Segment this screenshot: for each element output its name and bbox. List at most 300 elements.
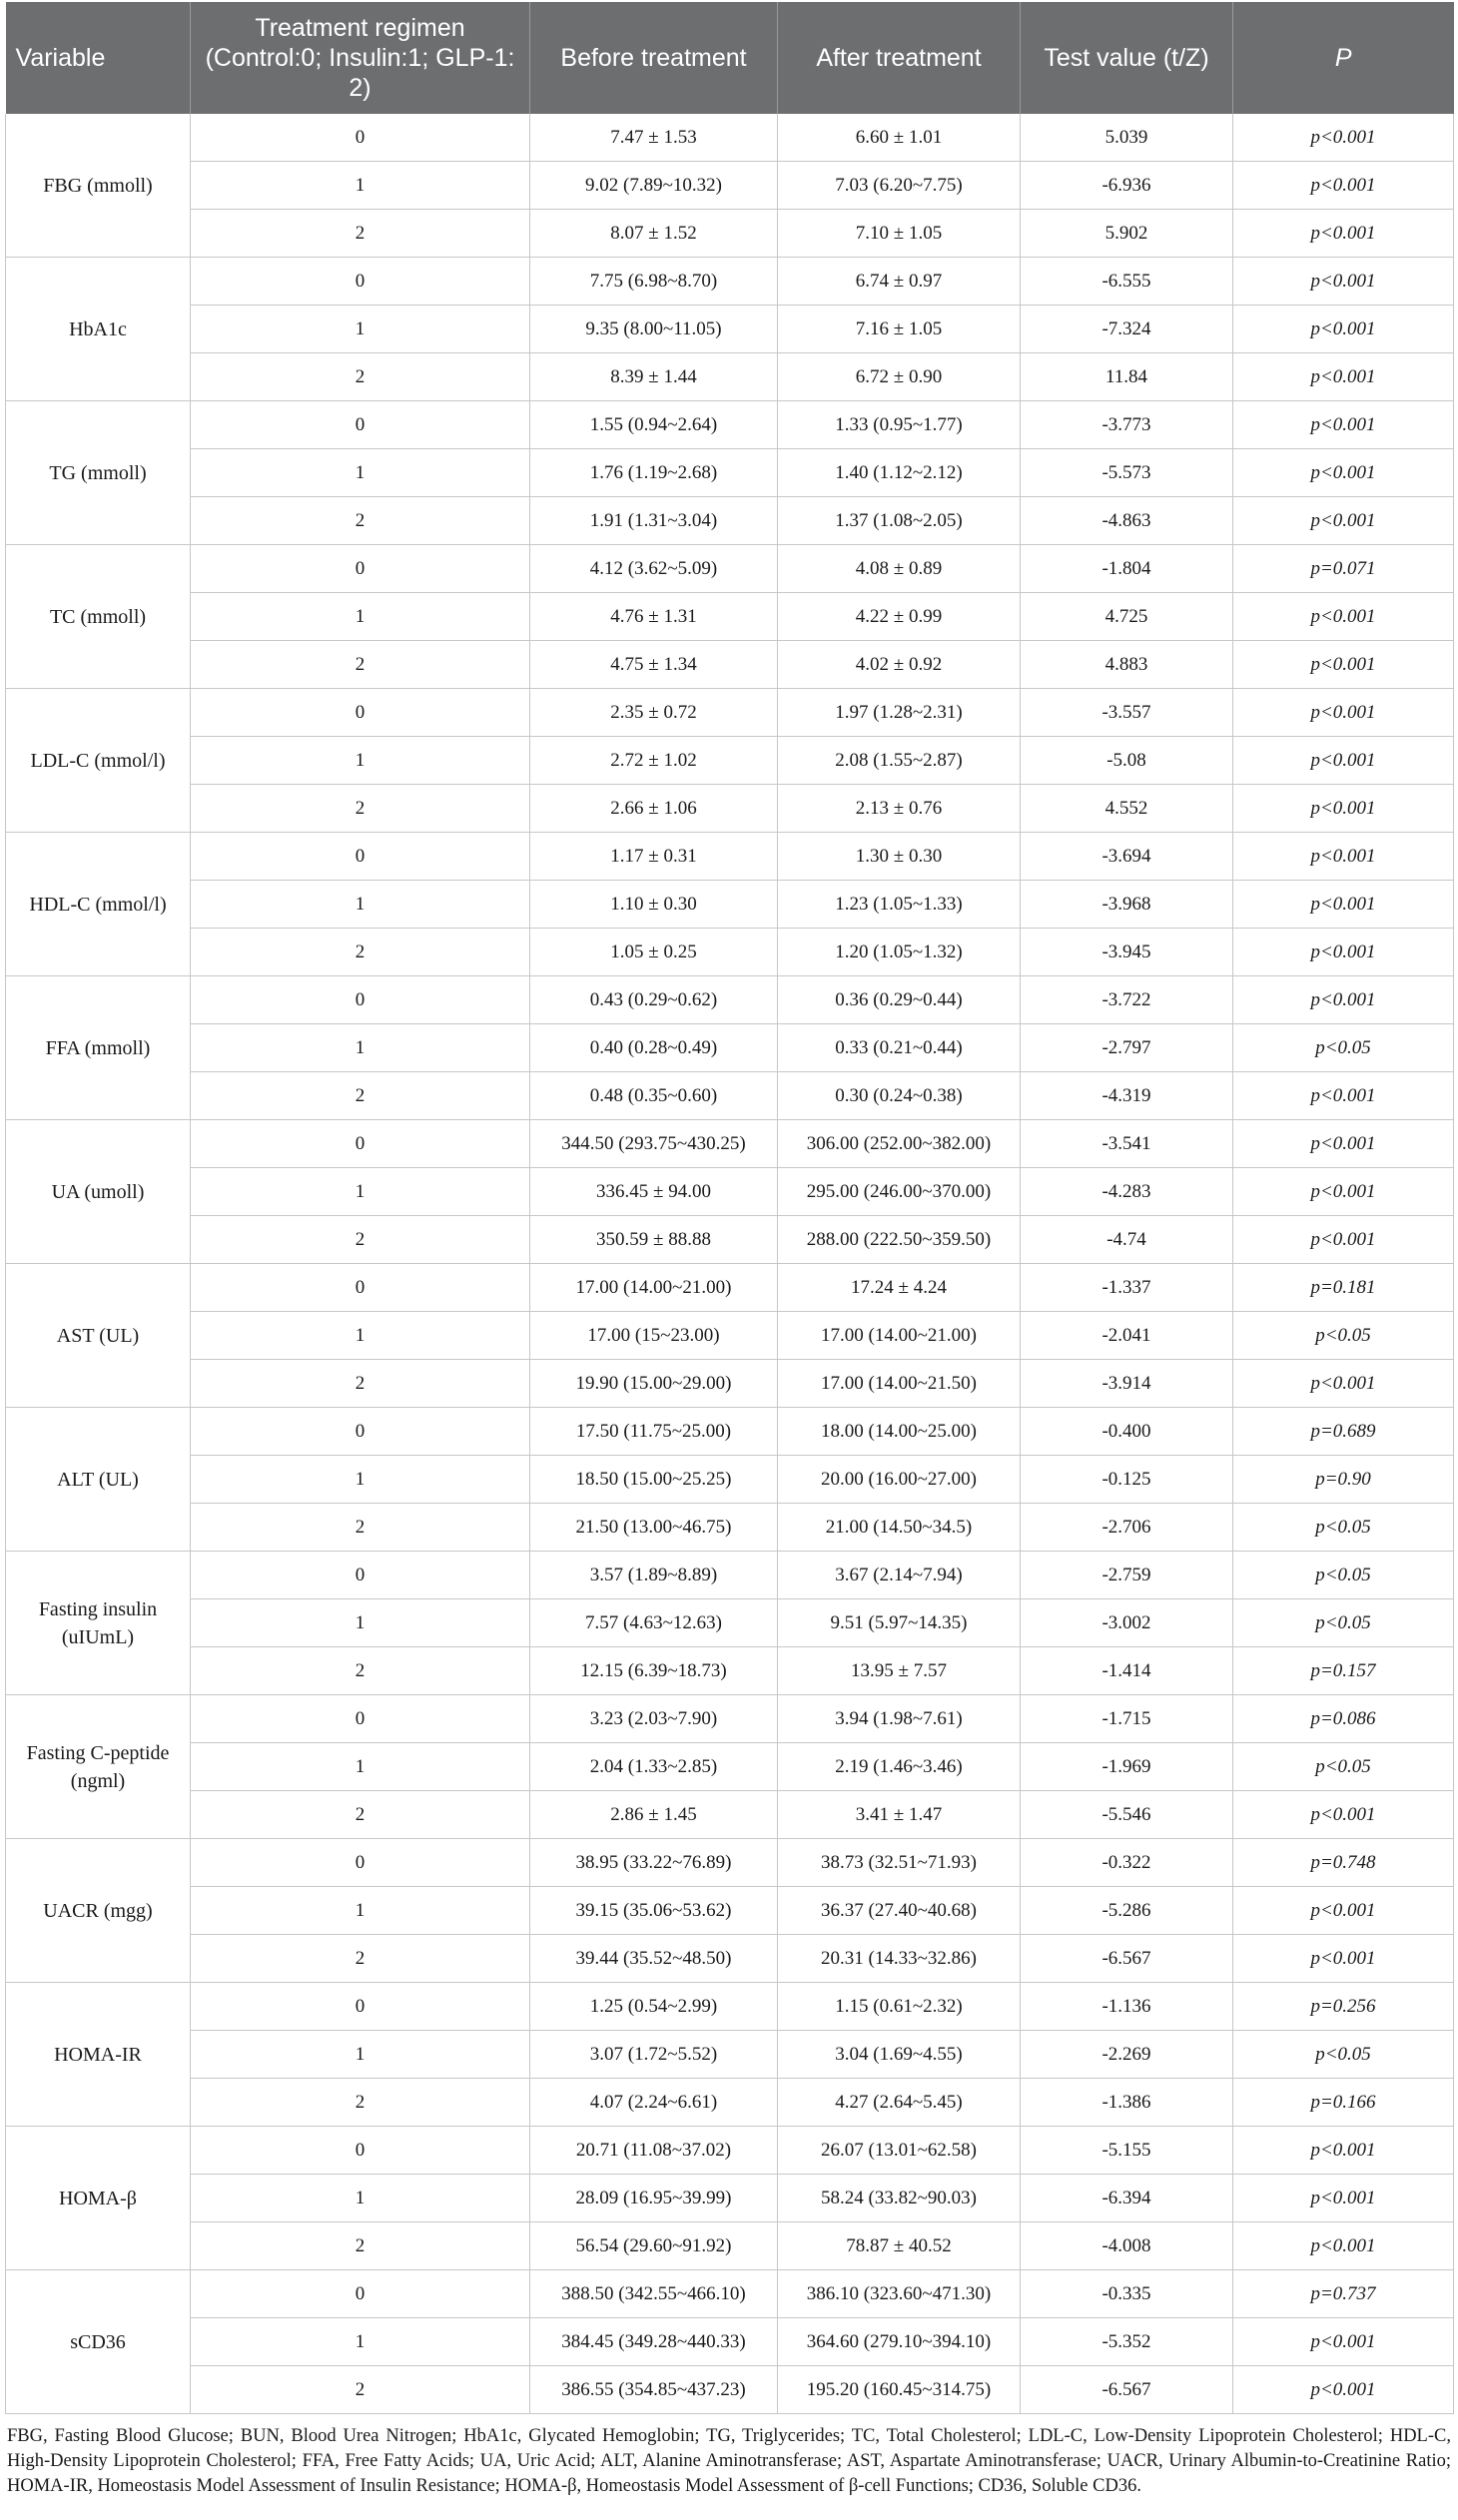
header-regimen: Treatment regimen (Control:0; Insulin:1; GLP-1: 2)	[191, 2, 530, 114]
after-cell: 386.10 (323.60~471.30)	[778, 2270, 1021, 2318]
table-row	[6, 1408, 1454, 1456]
after-cell: 1.23 (1.05~1.33)	[778, 881, 1021, 929]
after-cell: 18.00 (14.00~25.00)	[778, 1408, 1021, 1456]
regimen-cell: 0	[191, 1695, 530, 1743]
variable-cell: Fasting insulin (uIUmL)	[6, 1552, 191, 1695]
after-cell: 2.13 ± 0.76	[778, 785, 1021, 833]
regimen-cell: 0	[191, 1839, 530, 1887]
before-cell: 3.57 (1.89~8.89)	[530, 1552, 778, 1599]
p-value-cell: p<0.001	[1233, 497, 1454, 545]
test-value-cell: -3.002	[1021, 1599, 1233, 1647]
before-cell: 344.50 (293.75~430.25)	[530, 1120, 778, 1168]
test-value-cell: 5.902	[1021, 210, 1233, 258]
table-row	[6, 689, 1454, 737]
table-row	[6, 401, 1454, 449]
regimen-cell: 2	[191, 641, 530, 689]
regimen-cell: 1	[191, 1887, 530, 1935]
before-cell: 3.07 (1.72~5.52)	[530, 2031, 778, 2079]
table-row	[6, 1312, 1454, 1360]
table-row	[6, 1887, 1454, 1935]
after-cell: 1.30 ± 0.30	[778, 833, 1021, 881]
regimen-cell: 1	[191, 737, 530, 785]
after-cell: 17.00 (14.00~21.00)	[778, 1312, 1021, 1360]
test-value-cell: -2.706	[1021, 1504, 1233, 1552]
after-cell: 0.33 (0.21~0.44)	[778, 1024, 1021, 1072]
p-value-cell: p<0.001	[1233, 353, 1454, 401]
regimen-cell: 2	[191, 1935, 530, 1983]
table-row	[6, 1360, 1454, 1408]
after-cell: 3.41 ± 1.47	[778, 1791, 1021, 1839]
before-cell: 7.57 (4.63~12.63)	[530, 1599, 778, 1647]
before-cell: 4.76 ± 1.31	[530, 593, 778, 641]
before-cell: 9.35 (8.00~11.05)	[530, 306, 778, 353]
after-cell: 9.51 (5.97~14.35)	[778, 1599, 1021, 1647]
test-value-cell: -1.969	[1021, 1743, 1233, 1791]
test-value-cell: -4.863	[1021, 497, 1233, 545]
test-value-cell: -1.715	[1021, 1695, 1233, 1743]
after-cell: 3.67 (2.14~7.94)	[778, 1552, 1021, 1599]
p-value-cell: p<0.05	[1233, 1312, 1454, 1360]
table-row	[6, 881, 1454, 929]
after-cell: 1.40 (1.12~2.12)	[778, 449, 1021, 497]
p-value-cell: p<0.001	[1233, 2175, 1454, 2222]
table-row	[6, 1647, 1454, 1695]
p-value-cell: p<0.001	[1233, 2222, 1454, 2270]
before-cell: 28.09 (16.95~39.99)	[530, 2175, 778, 2222]
before-cell: 384.45 (349.28~440.33)	[530, 2318, 778, 2366]
p-value-cell: p<0.05	[1233, 1024, 1454, 1072]
test-value-cell: -1.337	[1021, 1264, 1233, 1312]
regimen-cell: 1	[191, 1168, 530, 1216]
p-value-cell: p<0.001	[1233, 737, 1454, 785]
before-cell: 388.50 (342.55~466.10)	[530, 2270, 778, 2318]
table-row	[6, 497, 1454, 545]
regimen-cell: 2	[191, 2079, 530, 2127]
test-value-cell: -1.386	[1021, 2079, 1233, 2127]
regimen-cell: 2	[191, 785, 530, 833]
before-cell: 4.75 ± 1.34	[530, 641, 778, 689]
regimen-cell: 0	[191, 2270, 530, 2318]
regimen-cell: 2	[191, 1216, 530, 1264]
before-cell: 0.48 (0.35~0.60)	[530, 1072, 778, 1120]
after-cell: 2.08 (1.55~2.87)	[778, 737, 1021, 785]
table-row	[6, 210, 1454, 258]
variable-cell: TG (mmoll)	[6, 401, 191, 545]
before-cell: 8.39 ± 1.44	[530, 353, 778, 401]
p-value-cell: p<0.001	[1233, 833, 1454, 881]
table-row	[6, 641, 1454, 689]
table-row	[6, 1024, 1454, 1072]
before-cell: 20.71 (11.08~37.02)	[530, 2127, 778, 2175]
test-value-cell: 11.84	[1021, 353, 1233, 401]
table-row	[6, 929, 1454, 976]
p-value-cell: p<0.001	[1233, 2127, 1454, 2175]
after-cell: 36.37 (27.40~40.68)	[778, 1887, 1021, 1935]
before-cell: 12.15 (6.39~18.73)	[530, 1647, 778, 1695]
results-table	[5, 2, 1454, 2414]
p-value-cell: p<0.001	[1233, 210, 1454, 258]
table-row	[6, 2031, 1454, 2079]
test-value-cell: -2.269	[1021, 2031, 1233, 2079]
test-value-cell: -3.541	[1021, 1120, 1233, 1168]
variable-cell: HDL-C (mmol/l)	[6, 833, 191, 976]
variable-cell: sCD36	[6, 2270, 191, 2414]
regimen-cell: 1	[191, 162, 530, 210]
table-row	[6, 1983, 1454, 2031]
before-cell: 9.02 (7.89~10.32)	[530, 162, 778, 210]
after-cell: 3.04 (1.69~4.55)	[778, 2031, 1021, 2079]
table-row	[6, 2175, 1454, 2222]
table-row	[6, 1839, 1454, 1887]
before-cell: 17.50 (11.75~25.00)	[530, 1408, 778, 1456]
after-cell: 7.03 (6.20~7.75)	[778, 162, 1021, 210]
test-value-cell: -0.125	[1021, 1456, 1233, 1504]
test-value-cell: -3.914	[1021, 1360, 1233, 1408]
before-cell: 39.15 (35.06~53.62)	[530, 1887, 778, 1935]
after-cell: 4.02 ± 0.92	[778, 641, 1021, 689]
regimen-cell: 2	[191, 2366, 530, 2414]
before-cell: 0.43 (0.29~0.62)	[530, 976, 778, 1024]
after-cell: 6.74 ± 0.97	[778, 258, 1021, 306]
table-row	[6, 162, 1454, 210]
p-value-cell: p<0.001	[1233, 401, 1454, 449]
table-row	[6, 114, 1454, 162]
p-value-cell: p<0.001	[1233, 1360, 1454, 1408]
regimen-cell: 2	[191, 929, 530, 976]
before-cell: 1.55 (0.94~2.64)	[530, 401, 778, 449]
before-cell: 17.00 (15~23.00)	[530, 1312, 778, 1360]
after-cell: 13.95 ± 7.57	[778, 1647, 1021, 1695]
header-row	[6, 2, 1454, 114]
table-footnote: FBG, Fasting Blood Glucose; BUN, Blood Urea Nitrogen; HbA1c, Glycated Hemoglobin; TG, Triglycerides; TC, Total Cholesterol; LDL-C, Low-Density Lipoprotein Cholesterol; HDL-C, High-Density Lipoprotein Cholesterol; FFA, Free Fatty Acids; UA, Uric Acid; ALT, Alanine Aminotransferase; AST, Aspartate Aminotransferase; UACR, Urinary Albumin-to-Creatinine Ratio; HOMA-IR, Homeostasis Model Assessment of Insulin Resistance; HOMA-β, Homeostasis Model Assessment of β-cell Functions; CD36, Soluble CD36.	[7, 2426, 1451, 2496]
p-value-cell: p<0.05	[1233, 1504, 1454, 1552]
after-cell: 7.16 ± 1.05	[778, 306, 1021, 353]
test-value-cell: -1.414	[1021, 1647, 1233, 1695]
test-value-cell: -5.155	[1021, 2127, 1233, 2175]
p-value-cell: p<0.05	[1233, 1743, 1454, 1791]
table-body	[6, 114, 1454, 2414]
after-cell: 0.30 (0.24~0.38)	[778, 1072, 1021, 1120]
p-value-cell: p<0.001	[1233, 1120, 1454, 1168]
after-cell: 17.00 (14.00~21.50)	[778, 1360, 1021, 1408]
table-row	[6, 1504, 1454, 1552]
table-row	[6, 1072, 1454, 1120]
p-value-cell: p<0.001	[1233, 689, 1454, 737]
after-cell: 1.15 (0.61~2.32)	[778, 1983, 1021, 2031]
p-value-cell: p=0.737	[1233, 2270, 1454, 2318]
table-row	[6, 306, 1454, 353]
variable-cell: FFA (mmoll)	[6, 976, 191, 1120]
table-row	[6, 353, 1454, 401]
before-cell: 7.47 ± 1.53	[530, 114, 778, 162]
test-value-cell: -3.557	[1021, 689, 1233, 737]
regimen-cell: 1	[191, 1024, 530, 1072]
after-cell: 1.37 (1.08~2.05)	[778, 497, 1021, 545]
table-row	[6, 1695, 1454, 1743]
table-row	[6, 1216, 1454, 1264]
regimen-cell: 2	[191, 1504, 530, 1552]
p-value-cell: p<0.001	[1233, 976, 1454, 1024]
after-cell: 20.31 (14.33~32.86)	[778, 1935, 1021, 1983]
after-cell: 4.08 ± 0.89	[778, 545, 1021, 593]
test-value-cell: -4.74	[1021, 1216, 1233, 1264]
after-cell: 21.00 (14.50~34.5)	[778, 1504, 1021, 1552]
regimen-cell: 2	[191, 1360, 530, 1408]
after-cell: 6.60 ± 1.01	[778, 114, 1021, 162]
after-cell: 306.00 (252.00~382.00)	[778, 1120, 1021, 1168]
p-value-cell: p<0.05	[1233, 2031, 1454, 2079]
table-row	[6, 976, 1454, 1024]
table-container	[5, 2, 1453, 2499]
variable-cell: UA (umoll)	[6, 1120, 191, 1264]
before-cell: 56.54 (29.60~91.92)	[530, 2222, 778, 2270]
test-value-cell: -0.335	[1021, 2270, 1233, 2318]
regimen-cell: 1	[191, 306, 530, 353]
table-row	[6, 1743, 1454, 1791]
before-cell: 18.50 (15.00~25.25)	[530, 1456, 778, 1504]
test-value-cell: -2.797	[1021, 1024, 1233, 1072]
table-row	[6, 545, 1454, 593]
regimen-cell: 0	[191, 545, 530, 593]
header-variable: Variable	[6, 2, 191, 114]
regimen-cell: 1	[191, 2318, 530, 2366]
before-cell: 2.72 ± 1.02	[530, 737, 778, 785]
before-cell: 7.75 (6.98~8.70)	[530, 258, 778, 306]
before-cell: 1.25 (0.54~2.99)	[530, 1983, 778, 2031]
after-cell: 78.87 ± 40.52	[778, 2222, 1021, 2270]
p-value-cell: p<0.001	[1233, 1791, 1454, 1839]
regimen-cell: 1	[191, 1743, 530, 1791]
p-value-cell: p<0.001	[1233, 929, 1454, 976]
test-value-cell: -2.041	[1021, 1312, 1233, 1360]
test-value-cell: -1.804	[1021, 545, 1233, 593]
regimen-cell: 1	[191, 1599, 530, 1647]
before-cell: 2.04 (1.33~2.85)	[530, 1743, 778, 1791]
test-value-cell: -3.773	[1021, 401, 1233, 449]
p-value-cell: p<0.001	[1233, 2318, 1454, 2366]
test-value-cell: -4.319	[1021, 1072, 1233, 1120]
after-cell: 364.60 (279.10~394.10)	[778, 2318, 1021, 2366]
table-row	[6, 2318, 1454, 2366]
p-value-cell: p<0.001	[1233, 1935, 1454, 1983]
variable-cell: Fasting C-peptide (ngml)	[6, 1695, 191, 1839]
before-cell: 2.86 ± 1.45	[530, 1791, 778, 1839]
regimen-cell: 0	[191, 1983, 530, 2031]
regimen-cell: 2	[191, 1791, 530, 1839]
after-cell: 20.00 (16.00~27.00)	[778, 1456, 1021, 1504]
before-cell: 39.44 (35.52~48.50)	[530, 1935, 778, 1983]
p-value-cell: p<0.001	[1233, 1887, 1454, 1935]
test-value-cell: -0.400	[1021, 1408, 1233, 1456]
table-row	[6, 593, 1454, 641]
after-cell: 4.22 ± 0.99	[778, 593, 1021, 641]
p-value-cell: p<0.001	[1233, 2366, 1454, 2414]
table-row	[6, 1791, 1454, 1839]
test-value-cell: 4.725	[1021, 593, 1233, 641]
regimen-cell: 2	[191, 1072, 530, 1120]
p-value-cell: p<0.001	[1233, 449, 1454, 497]
variable-cell: LDL-C (mmol/l)	[6, 689, 191, 833]
regimen-cell: 0	[191, 258, 530, 306]
regimen-cell: 2	[191, 353, 530, 401]
table-row	[6, 737, 1454, 785]
variable-cell: UACR (mgg)	[6, 1839, 191, 1983]
test-value-cell: -6.567	[1021, 2366, 1233, 2414]
test-value-cell: -3.694	[1021, 833, 1233, 881]
variable-cell: HOMA-β	[6, 2127, 191, 2270]
p-value-cell: p<0.001	[1233, 162, 1454, 210]
table-row	[6, 1264, 1454, 1312]
test-value-cell: -3.968	[1021, 881, 1233, 929]
before-cell: 21.50 (13.00~46.75)	[530, 1504, 778, 1552]
test-value-cell: -3.945	[1021, 929, 1233, 976]
before-cell: 4.12 (3.62~5.09)	[530, 545, 778, 593]
variable-cell: HOMA-IR	[6, 1983, 191, 2127]
regimen-cell: 1	[191, 593, 530, 641]
p-value-cell: p<0.001	[1233, 114, 1454, 162]
before-cell: 386.55 (354.85~437.23)	[530, 2366, 778, 2414]
after-cell: 38.73 (32.51~71.93)	[778, 1839, 1021, 1887]
table-row	[6, 449, 1454, 497]
regimen-cell: 1	[191, 2031, 530, 2079]
test-value-cell: -4.008	[1021, 2222, 1233, 2270]
table-row	[6, 1552, 1454, 1599]
test-value-cell: -5.286	[1021, 1887, 1233, 1935]
before-cell: 2.35 ± 0.72	[530, 689, 778, 737]
test-value-cell: -1.136	[1021, 1983, 1233, 2031]
before-cell: 4.07 (2.24~6.61)	[530, 2079, 778, 2127]
p-value-cell: p<0.001	[1233, 641, 1454, 689]
before-cell: 19.90 (15.00~29.00)	[530, 1360, 778, 1408]
header-test: Test value (t/Z)	[1021, 2, 1233, 114]
p-value-cell: p<0.001	[1233, 258, 1454, 306]
table-row	[6, 1935, 1454, 1983]
test-value-cell: -3.722	[1021, 976, 1233, 1024]
p-value-cell: p<0.05	[1233, 1552, 1454, 1599]
p-value-cell: p=0.086	[1233, 1695, 1454, 1743]
after-cell: 1.20 (1.05~1.32)	[778, 929, 1021, 976]
test-value-cell: -6.394	[1021, 2175, 1233, 2222]
regimen-cell: 2	[191, 210, 530, 258]
variable-cell: TC (mmoll)	[6, 545, 191, 689]
p-value-cell: p<0.001	[1233, 1168, 1454, 1216]
before-cell: 350.59 ± 88.88	[530, 1216, 778, 1264]
before-cell: 1.10 ± 0.30	[530, 881, 778, 929]
after-cell: 1.33 (0.95~1.77)	[778, 401, 1021, 449]
before-cell: 1.05 ± 0.25	[530, 929, 778, 976]
regimen-cell: 0	[191, 114, 530, 162]
test-value-cell: 4.883	[1021, 641, 1233, 689]
before-cell: 0.40 (0.28~0.49)	[530, 1024, 778, 1072]
p-value-cell: p<0.001	[1233, 881, 1454, 929]
table-row	[6, 1168, 1454, 1216]
regimen-cell: 2	[191, 1647, 530, 1695]
regimen-cell: 1	[191, 449, 530, 497]
p-value-cell: p<0.001	[1233, 1072, 1454, 1120]
after-cell: 195.20 (160.45~314.75)	[778, 2366, 1021, 2414]
after-cell: 4.27 (2.64~5.45)	[778, 2079, 1021, 2127]
after-cell: 288.00 (222.50~359.50)	[778, 1216, 1021, 1264]
regimen-cell: 0	[191, 976, 530, 1024]
regimen-cell: 2	[191, 497, 530, 545]
before-cell: 336.45 ± 94.00	[530, 1168, 778, 1216]
p-value-cell: p=0.256	[1233, 1983, 1454, 2031]
before-cell: 3.23 (2.03~7.90)	[530, 1695, 778, 1743]
regimen-cell: 0	[191, 1264, 530, 1312]
before-cell: 2.66 ± 1.06	[530, 785, 778, 833]
table-row	[6, 1120, 1454, 1168]
test-value-cell: -5.08	[1021, 737, 1233, 785]
regimen-cell: 0	[191, 689, 530, 737]
after-cell: 26.07 (13.01~62.58)	[778, 2127, 1021, 2175]
variable-cell: FBG (mmoll)	[6, 114, 191, 258]
p-value-cell: p=0.90	[1233, 1456, 1454, 1504]
regimen-cell: 1	[191, 881, 530, 929]
test-value-cell: 5.039	[1021, 114, 1233, 162]
test-value-cell: -6.555	[1021, 258, 1233, 306]
after-cell: 0.36 (0.29~0.44)	[778, 976, 1021, 1024]
variable-cell: HbA1c	[6, 258, 191, 401]
header-p: P	[1233, 2, 1454, 114]
before-cell: 17.00 (14.00~21.00)	[530, 1264, 778, 1312]
before-cell: 1.17 ± 0.31	[530, 833, 778, 881]
test-value-cell: -4.283	[1021, 1168, 1233, 1216]
after-cell: 3.94 (1.98~7.61)	[778, 1695, 1021, 1743]
table-header	[6, 2, 1454, 114]
regimen-cell: 1	[191, 1456, 530, 1504]
test-value-cell: -0.322	[1021, 1839, 1233, 1887]
header-before: Before treatment	[530, 2, 778, 114]
p-value-cell: p<0.001	[1233, 306, 1454, 353]
before-cell: 1.91 (1.31~3.04)	[530, 497, 778, 545]
table-row	[6, 258, 1454, 306]
after-cell: 1.97 (1.28~2.31)	[778, 689, 1021, 737]
test-value-cell: -5.352	[1021, 2318, 1233, 2366]
table-row	[6, 1599, 1454, 1647]
after-cell: 17.24 ± 4.24	[778, 1264, 1021, 1312]
after-cell: 58.24 (33.82~90.03)	[778, 2175, 1021, 2222]
table-row	[6, 2079, 1454, 2127]
regimen-cell: 0	[191, 1408, 530, 1456]
table-row	[6, 833, 1454, 881]
before-cell: 38.95 (33.22~76.89)	[530, 1839, 778, 1887]
regimen-cell: 0	[191, 1120, 530, 1168]
p-value-cell: p=0.071	[1233, 545, 1454, 593]
p-value-cell: p<0.001	[1233, 785, 1454, 833]
header-after: After treatment	[778, 2, 1021, 114]
table-row	[6, 2270, 1454, 2318]
regimen-cell: 1	[191, 1312, 530, 1360]
regimen-cell: 0	[191, 401, 530, 449]
table-row	[6, 785, 1454, 833]
after-cell: 7.10 ± 1.05	[778, 210, 1021, 258]
test-value-cell: -6.567	[1021, 1935, 1233, 1983]
before-cell: 8.07 ± 1.52	[530, 210, 778, 258]
table-row	[6, 2222, 1454, 2270]
test-value-cell: -5.573	[1021, 449, 1233, 497]
p-value-cell: p=0.748	[1233, 1839, 1454, 1887]
before-cell: 1.76 (1.19~2.68)	[530, 449, 778, 497]
regimen-cell: 1	[191, 2175, 530, 2222]
table-row	[6, 2366, 1454, 2414]
after-cell: 6.72 ± 0.90	[778, 353, 1021, 401]
regimen-cell: 2	[191, 2222, 530, 2270]
regimen-cell: 0	[191, 833, 530, 881]
p-value-cell: p=0.157	[1233, 1647, 1454, 1695]
p-value-cell: p<0.05	[1233, 1599, 1454, 1647]
after-cell: 2.19 (1.46~3.46)	[778, 1743, 1021, 1791]
test-value-cell: -2.759	[1021, 1552, 1233, 1599]
